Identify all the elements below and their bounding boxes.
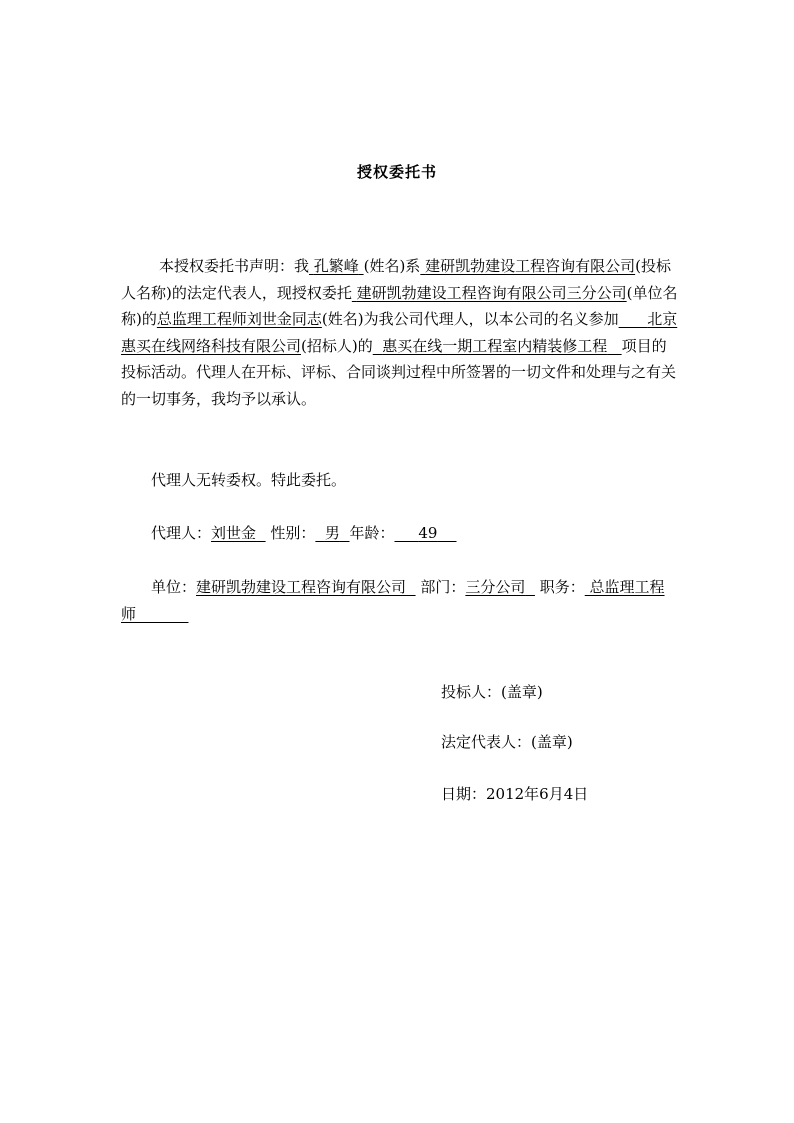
tenderer-note: (招标人)的 [301, 336, 373, 355]
legal-rep-name: 孔繁峰 [313, 257, 359, 275]
age-label: 年龄： [349, 524, 395, 542]
name-note-1: (姓名)系 [363, 257, 421, 275]
position-label: 职务： [539, 578, 585, 596]
agent-age: 49 [418, 524, 438, 542]
document-title: 授权委托书 [356, 163, 437, 181]
no-transfer-statement: 代理人无转委权。特此委托。 [151, 471, 347, 489]
project-name: 惠买在线一期工程室内精装修工程 [382, 336, 608, 355]
agent-label: 代理人： [151, 524, 212, 542]
unit-label: 单位： [151, 578, 197, 596]
bidder-name: 建研凯勃建设工程咨询有限公司 [425, 257, 636, 275]
agent-gender: 男 [324, 524, 340, 542]
bidder-note: (投标人名称)的法定代表人，现授权委托 [121, 257, 671, 302]
name-note-2: (姓名)为我公司代理人，以本公司的名义参加 [321, 310, 619, 328]
gender-label: 性别： [270, 524, 316, 542]
agent-title: 总监理工程师刘世金同志 [156, 310, 322, 328]
unit-name: 建研凯勃建设工程咨询有限公司三分公司 [356, 283, 627, 302]
agent-unit: 建研凯勃建设工程咨询有限公司 [196, 578, 407, 596]
agent-line [121, 520, 681, 547]
date-line: 日期：2012年6月4日 [441, 785, 589, 803]
bidder-seal-line: 投标人：(盖章) [441, 683, 543, 701]
agent-name: 刘世金 [211, 524, 257, 542]
declaration-prefix: 本授权委托书声明：我 [159, 257, 310, 275]
agent-dept: 三分公司 [465, 578, 526, 596]
dept-label: 部门： [420, 578, 466, 596]
agent-position: 总监理工程师 [121, 578, 665, 623]
unit-line [121, 574, 681, 627]
tenderer-name: 北京惠买在线网络科技有限公司 [121, 310, 678, 355]
declaration-paragraph [121, 253, 681, 412]
unit-note: (单位名称)的 [121, 283, 678, 328]
legal-rep-seal-line: 法定代表人：(盖章) [441, 733, 573, 751]
declaration-suffix: 项目的投标活动。代理人在开标、评标、合同谈判过程中所签署的一切文件和处理与之有关的一切事务，我均予以承认。 [121, 336, 677, 408]
